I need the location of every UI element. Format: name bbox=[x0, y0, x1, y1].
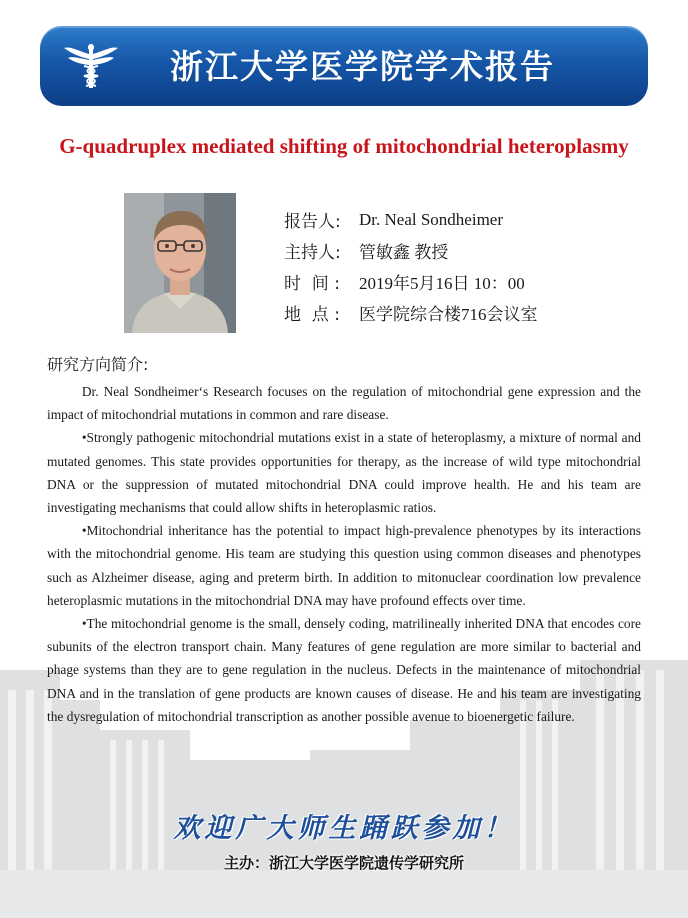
place-row bbox=[284, 297, 664, 328]
host-value: 管敏鑫 教授 bbox=[359, 243, 449, 262]
speaker-label: 报告人: bbox=[284, 212, 341, 232]
time-label: 时 间 : bbox=[284, 274, 340, 294]
organizer-line: 主办：浙江大学医学院遗传学研究所 bbox=[223, 854, 464, 872]
talk-title: G-quadruplex mediated shifting of mitochondrial heteroplasmy bbox=[59, 134, 629, 158]
research-paragraph: •The mitochondrial genome is the small, densely coding, matrilineally inherited DNA that encodes core subunits of the electron transport chain. Many features of gene regulation are more similar to bacterial and phage systems than they are to gene regulation in the nucleus. Defects in the maintenance of mitochondrial DNA and in the translation of gene products are known causes of disease. He and his team are investigating the dysregulation of mitochondrial transcription as another possible avenue to bioenergetic failure. bbox=[47, 616, 641, 724]
caduceus-wings-icon bbox=[62, 40, 120, 92]
research-body bbox=[47, 380, 641, 728]
research-heading: 研究方向简介: bbox=[47, 355, 149, 374]
place-value: 医学院综合楼716会议室 bbox=[359, 305, 538, 324]
speaker-photo bbox=[124, 193, 236, 333]
speaker-value: Dr. Neal Sondheimer bbox=[359, 209, 503, 229]
host-row bbox=[284, 235, 664, 266]
research-paragraph: •Mitochondrial inheritance has the potential to impact high-prevalence phenotypes by its interactions with the mitochondrial genome. His team are studying this question using common diseases and phenotypes such as Alzheimer disease, aging and preterm birth. In addition to mitonuclear coordination low prevalence heteroplasmic mutations in the mitochondrial DNA may have profound effects over time. bbox=[47, 523, 641, 608]
research-paragraph: •Strongly pathogenic mitochondrial mutations exist in a state of heteroplasmy, a mixture of normal and mutated genomes. This state provides opportunities for therapy, as the increase of wild type mitochondrial DNA or the suppression of mutated mitochondrial DNA could improve health. He and his team are investigating mechanisms that could allow shifts in heteroplasmic ratios. bbox=[47, 430, 641, 516]
time-row bbox=[284, 266, 664, 297]
talk-info bbox=[284, 204, 664, 328]
research-paragraph: Dr. Neal Sondheimer‘s Research focuses on the regulation of mitochondrial gene expression and the impact of mitochondrial mutations in common and rare disease. bbox=[47, 384, 641, 423]
host-label: 主持人: bbox=[284, 243, 341, 263]
banner-title: 浙江大学医学院学术报告 bbox=[170, 47, 555, 86]
time-value: 2019年5月16日 10：00 bbox=[359, 274, 525, 293]
speaker-portrait-image bbox=[124, 193, 236, 333]
place-label: 地 点 : bbox=[284, 305, 340, 325]
speaker-row bbox=[284, 204, 664, 235]
welcome-slogan: 欢迎广大师生踊跃参加！ bbox=[173, 813, 515, 844]
